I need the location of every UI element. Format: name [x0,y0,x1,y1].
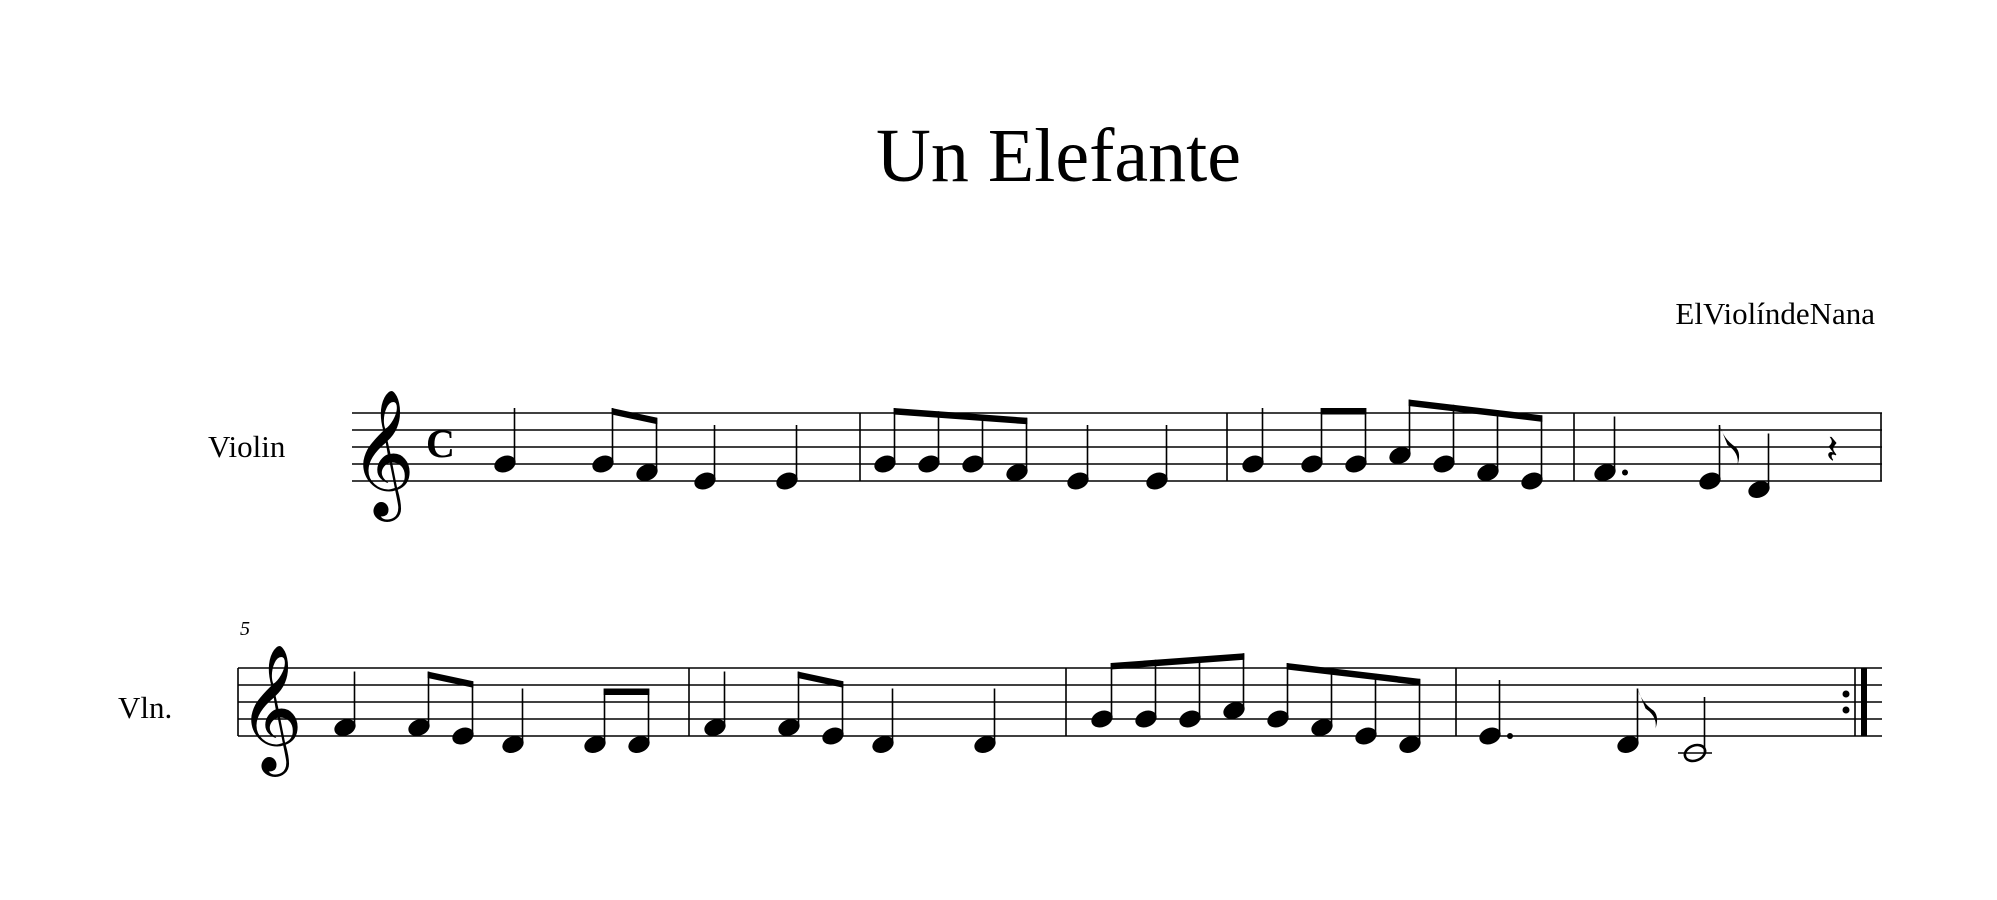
beam [604,689,650,696]
score-title: Un Elefante [875,114,1242,198]
staff-system-1 [352,413,1882,481]
instrument-label-violin: Violin [208,429,286,464]
notes-system-2 [332,653,1867,764]
beam [894,408,1028,424]
beam [1287,663,1421,685]
beam [1321,408,1367,415]
staff-system-2 [238,668,1882,736]
treble-clef-icon: 𝄞 [350,388,416,516]
beam [612,408,658,424]
note-flag [1638,689,1658,729]
beam [1111,653,1245,669]
repeat-dot [1843,691,1850,698]
dot [1507,733,1513,739]
note-flag [1720,425,1740,465]
dot [1622,470,1628,476]
notes-system-1 [492,400,1838,501]
treble-clef-icon: 𝄞 [238,643,304,771]
repeat-thick-barline [1861,668,1867,736]
repeat-dot [1843,707,1850,714]
quarter-rest: 𝄽 [1826,427,1839,473]
composer-credit: ElViolíndeNana [1675,296,1875,331]
instrument-label-vln: Vln. [118,690,173,725]
time-signature: C [426,421,455,466]
beam [1409,400,1543,422]
measure-number: 5 [240,618,250,640]
